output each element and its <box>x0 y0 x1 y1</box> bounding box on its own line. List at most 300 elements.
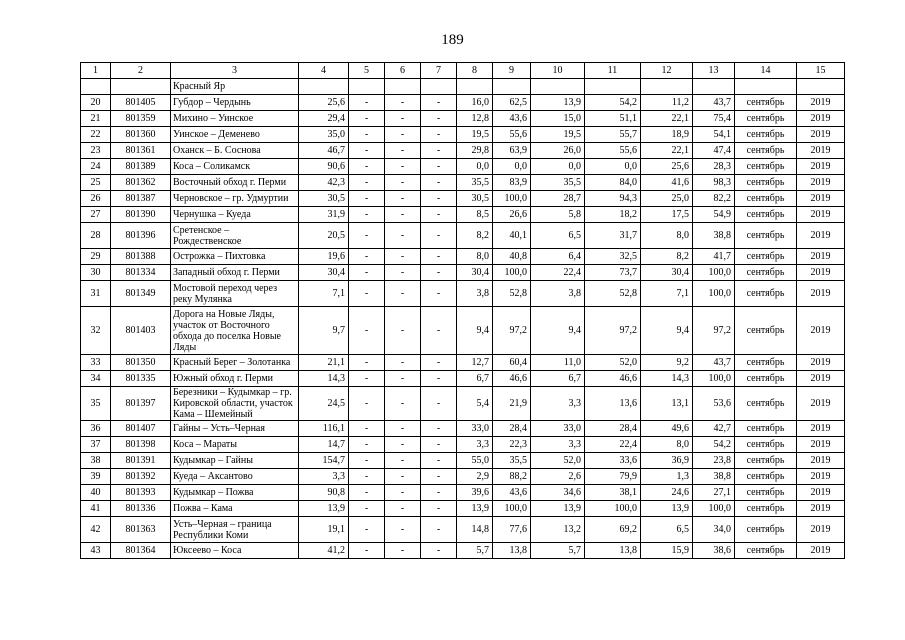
col6-cell: - <box>385 127 421 143</box>
year-cell: 2019 <box>797 485 845 501</box>
month-cell: сентябрь <box>735 517 797 543</box>
col6-cell: - <box>385 265 421 281</box>
year-cell: 2019 <box>797 371 845 387</box>
row-number-cell: 22 <box>81 127 111 143</box>
col13-cell: 54,9 <box>693 207 735 223</box>
col6-cell: - <box>385 469 421 485</box>
road-name-cell: Восточный обход г. Перми <box>171 175 299 191</box>
month-cell: сентябрь <box>735 355 797 371</box>
col9-cell: 52,8 <box>493 281 531 307</box>
col10-cell: 9,4 <box>531 307 585 355</box>
col6-cell: - <box>385 281 421 307</box>
road-name-cell: Усть–Черная – граница Республики Коми <box>171 517 299 543</box>
col8-cell: 35,5 <box>457 175 493 191</box>
col7-cell: - <box>421 223 457 249</box>
col12-cell: 13,1 <box>641 387 693 421</box>
road-code-cell: 801391 <box>111 453 171 469</box>
col11-cell: 55,7 <box>585 127 641 143</box>
col6-cell: - <box>385 517 421 543</box>
road-name-cell: Оханск – Б. Соснова <box>171 143 299 159</box>
col10-cell: 6,7 <box>531 371 585 387</box>
col12-cell: 8,0 <box>641 223 693 249</box>
road-code-cell: 801396 <box>111 223 171 249</box>
col6-cell: - <box>385 191 421 207</box>
month-cell: сентябрь <box>735 249 797 265</box>
month-cell: сентябрь <box>735 453 797 469</box>
length-cell: 29,4 <box>299 111 349 127</box>
header-cell: 14 <box>735 63 797 79</box>
page-number: 189 <box>441 32 464 48</box>
col11-cell: 100,0 <box>585 501 641 517</box>
col5-cell: - <box>349 469 385 485</box>
col6-cell: - <box>385 307 421 355</box>
length-cell: 19,1 <box>299 517 349 543</box>
road-code-cell: 801362 <box>111 175 171 191</box>
header-row <box>81 63 845 79</box>
year-cell: 2019 <box>797 517 845 543</box>
year-cell: 2019 <box>797 111 845 127</box>
col7-cell: - <box>421 517 457 543</box>
length-cell: 20,5 <box>299 223 349 249</box>
col12-cell: 8,0 <box>641 437 693 453</box>
col9-cell: 55,6 <box>493 127 531 143</box>
table-row <box>81 159 845 175</box>
col13-cell: 23,8 <box>693 453 735 469</box>
year-cell: 2019 <box>797 191 845 207</box>
col8-cell: 5,4 <box>457 387 493 421</box>
month-cell: сентябрь <box>735 437 797 453</box>
col5-cell: - <box>349 421 385 437</box>
col7-cell: - <box>421 501 457 517</box>
row-number-cell: 29 <box>81 249 111 265</box>
col6-cell: - <box>385 387 421 421</box>
col7-cell: - <box>421 307 457 355</box>
header-cell: 1 <box>81 63 111 79</box>
col6-cell: - <box>385 207 421 223</box>
col5-cell: - <box>349 387 385 421</box>
month-cell: сентябрь <box>735 95 797 111</box>
col9-cell: 43,6 <box>493 111 531 127</box>
table-row <box>81 143 845 159</box>
empty-cell <box>81 79 111 95</box>
month-cell: сентябрь <box>735 159 797 175</box>
col12-cell: 22,1 <box>641 111 693 127</box>
col11-cell: 52,0 <box>585 355 641 371</box>
col7-cell: - <box>421 437 457 453</box>
section-title: Красный Яр <box>171 79 299 95</box>
table-row <box>81 387 845 421</box>
empty-cell <box>585 79 641 95</box>
empty-cell <box>641 79 693 95</box>
road-name-cell: Юксеево – Коса <box>171 543 299 559</box>
road-name-cell: Дорога на Новые Ляды, участок от Восточного обхода до поселка Новые Ляды <box>171 307 299 355</box>
length-cell: 7,1 <box>299 281 349 307</box>
col6-cell: - <box>385 501 421 517</box>
road-name-cell: Мостовой переход через реку Мулянка <box>171 281 299 307</box>
col11-cell: 73,7 <box>585 265 641 281</box>
row-number-cell: 20 <box>81 95 111 111</box>
month-cell: сентябрь <box>735 281 797 307</box>
month-cell: сентябрь <box>735 485 797 501</box>
road-code-cell: 801403 <box>111 307 171 355</box>
empty-cell <box>493 79 531 95</box>
road-name-cell: Черновское – гр. Удмуртии <box>171 191 299 207</box>
month-cell: сентябрь <box>735 543 797 559</box>
col9-cell: 0,0 <box>493 159 531 175</box>
col7-cell: - <box>421 207 457 223</box>
col5-cell: - <box>349 143 385 159</box>
table-row <box>81 501 845 517</box>
year-cell: 2019 <box>797 249 845 265</box>
col10-cell: 52,0 <box>531 453 585 469</box>
col12-cell: 1,3 <box>641 469 693 485</box>
col13-cell: 38,6 <box>693 543 735 559</box>
col11-cell: 18,2 <box>585 207 641 223</box>
col8-cell: 55,0 <box>457 453 493 469</box>
road-name-cell: Чернушка – Куеда <box>171 207 299 223</box>
col7-cell: - <box>421 355 457 371</box>
col11-cell: 51,1 <box>585 111 641 127</box>
header-cell: 13 <box>693 63 735 79</box>
col7-cell: - <box>421 421 457 437</box>
road-code-cell: 801335 <box>111 371 171 387</box>
col5-cell: - <box>349 281 385 307</box>
month-cell: сентябрь <box>735 265 797 281</box>
col8-cell: 8,5 <box>457 207 493 223</box>
col8-cell: 0,0 <box>457 159 493 175</box>
col5-cell: - <box>349 437 385 453</box>
empty-cell <box>457 79 493 95</box>
col10-cell: 26,0 <box>531 143 585 159</box>
header-cell: 9 <box>493 63 531 79</box>
col8-cell: 8,0 <box>457 249 493 265</box>
col8-cell: 19,5 <box>457 127 493 143</box>
col13-cell: 53,6 <box>693 387 735 421</box>
col10-cell: 35,5 <box>531 175 585 191</box>
col12-cell: 49,6 <box>641 421 693 437</box>
month-cell: сентябрь <box>735 223 797 249</box>
col7-cell: - <box>421 175 457 191</box>
col6-cell: - <box>385 543 421 559</box>
year-cell: 2019 <box>797 355 845 371</box>
table-row <box>81 437 845 453</box>
col13-cell: 54,1 <box>693 127 735 143</box>
col11-cell: 97,2 <box>585 307 641 355</box>
col8-cell: 30,5 <box>457 191 493 207</box>
col5-cell: - <box>349 501 385 517</box>
road-code-cell: 801392 <box>111 469 171 485</box>
col13-cell: 38,8 <box>693 469 735 485</box>
table-row <box>81 175 845 191</box>
empty-cell <box>693 79 735 95</box>
col5-cell: - <box>349 371 385 387</box>
col9-cell: 77,6 <box>493 517 531 543</box>
col12-cell: 15,9 <box>641 543 693 559</box>
col10-cell: 34,6 <box>531 485 585 501</box>
header-cell: 10 <box>531 63 585 79</box>
row-number-cell: 35 <box>81 387 111 421</box>
col13-cell: 98,3 <box>693 175 735 191</box>
col13-cell: 47,4 <box>693 143 735 159</box>
year-cell: 2019 <box>797 95 845 111</box>
col8-cell: 16,0 <box>457 95 493 111</box>
road-data-table <box>80 62 845 559</box>
col13-cell: 75,4 <box>693 111 735 127</box>
col12-cell: 6,5 <box>641 517 693 543</box>
road-name-cell: Куеда – Аксантово <box>171 469 299 485</box>
col11-cell: 46,6 <box>585 371 641 387</box>
empty-cell <box>735 79 797 95</box>
table-row <box>81 249 845 265</box>
month-cell: сентябрь <box>735 143 797 159</box>
col5-cell: - <box>349 95 385 111</box>
col9-cell: 60,4 <box>493 355 531 371</box>
col10-cell: 3,8 <box>531 281 585 307</box>
row-number-cell: 25 <box>81 175 111 191</box>
col9-cell: 83,9 <box>493 175 531 191</box>
table-row <box>81 517 845 543</box>
col7-cell: - <box>421 111 457 127</box>
col7-cell: - <box>421 127 457 143</box>
col11-cell: 84,0 <box>585 175 641 191</box>
road-name-cell: Коса – Мараты <box>171 437 299 453</box>
table-row <box>81 453 845 469</box>
col7-cell: - <box>421 387 457 421</box>
col9-cell: 13,8 <box>493 543 531 559</box>
col7-cell: - <box>421 371 457 387</box>
table-row <box>81 485 845 501</box>
year-cell: 2019 <box>797 543 845 559</box>
col7-cell: - <box>421 265 457 281</box>
col6-cell: - <box>385 453 421 469</box>
month-cell: сентябрь <box>735 371 797 387</box>
row-number-cell: 36 <box>81 421 111 437</box>
road-code-cell: 801397 <box>111 387 171 421</box>
year-cell: 2019 <box>797 307 845 355</box>
col12-cell: 24,6 <box>641 485 693 501</box>
col11-cell: 38,1 <box>585 485 641 501</box>
col10-cell: 11,0 <box>531 355 585 371</box>
table-row <box>81 371 845 387</box>
year-cell: 2019 <box>797 453 845 469</box>
table-row <box>81 111 845 127</box>
col5-cell: - <box>349 191 385 207</box>
col5-cell: - <box>349 207 385 223</box>
col6-cell: - <box>385 175 421 191</box>
col12-cell: 17,5 <box>641 207 693 223</box>
col10-cell: 19,5 <box>531 127 585 143</box>
header-cell: 2 <box>111 63 171 79</box>
col13-cell: 28,3 <box>693 159 735 175</box>
road-name-cell: Острожка – Пихтовка <box>171 249 299 265</box>
year-cell: 2019 <box>797 387 845 421</box>
year-cell: 2019 <box>797 265 845 281</box>
month-cell: сентябрь <box>735 421 797 437</box>
length-cell: 35,0 <box>299 127 349 143</box>
col9-cell: 22,3 <box>493 437 531 453</box>
col6-cell: - <box>385 159 421 175</box>
col13-cell: 100,0 <box>693 265 735 281</box>
col13-cell: 27,1 <box>693 485 735 501</box>
month-cell: сентябрь <box>735 501 797 517</box>
road-code-cell: 801407 <box>111 421 171 437</box>
road-code-cell: 801359 <box>111 111 171 127</box>
col10-cell: 15,0 <box>531 111 585 127</box>
row-number-cell: 28 <box>81 223 111 249</box>
road-name-cell: Гайны – Усть–Черная <box>171 421 299 437</box>
road-code-cell: 801388 <box>111 249 171 265</box>
col7-cell: - <box>421 281 457 307</box>
col11-cell: 13,8 <box>585 543 641 559</box>
col10-cell: 5,7 <box>531 543 585 559</box>
col5-cell: - <box>349 307 385 355</box>
road-code-cell: 801390 <box>111 207 171 223</box>
col11-cell: 52,8 <box>585 281 641 307</box>
table-row <box>81 127 845 143</box>
col13-cell: 82,2 <box>693 191 735 207</box>
col7-cell: - <box>421 543 457 559</box>
col12-cell: 7,1 <box>641 281 693 307</box>
road-name-cell: Сретенское – Рождественское <box>171 223 299 249</box>
month-cell: сентябрь <box>735 469 797 485</box>
year-cell: 2019 <box>797 281 845 307</box>
row-number-cell: 40 <box>81 485 111 501</box>
road-code-cell: 801387 <box>111 191 171 207</box>
table-row <box>81 355 845 371</box>
table-row <box>81 307 845 355</box>
col11-cell: 32,5 <box>585 249 641 265</box>
header-cell: 15 <box>797 63 845 79</box>
col10-cell: 6,5 <box>531 223 585 249</box>
road-code-cell: 801405 <box>111 95 171 111</box>
col8-cell: 29,8 <box>457 143 493 159</box>
row-number-cell: 37 <box>81 437 111 453</box>
col11-cell: 54,2 <box>585 95 641 111</box>
col6-cell: - <box>385 95 421 111</box>
col6-cell: - <box>385 223 421 249</box>
col7-cell: - <box>421 95 457 111</box>
col8-cell: 30,4 <box>457 265 493 281</box>
table-row <box>81 469 845 485</box>
length-cell: 3,3 <box>299 469 349 485</box>
road-name-cell: Красный Берег – Золотанка <box>171 355 299 371</box>
row-number-cell: 24 <box>81 159 111 175</box>
row-number-cell: 38 <box>81 453 111 469</box>
col12-cell: 11,2 <box>641 95 693 111</box>
col5-cell: - <box>349 543 385 559</box>
col6-cell: - <box>385 437 421 453</box>
road-code-cell: 801398 <box>111 437 171 453</box>
length-cell: 41,2 <box>299 543 349 559</box>
col13-cell: 43,7 <box>693 355 735 371</box>
header-cell: 7 <box>421 63 457 79</box>
col7-cell: - <box>421 191 457 207</box>
col9-cell: 62,5 <box>493 95 531 111</box>
year-cell: 2019 <box>797 421 845 437</box>
road-code-cell: 801364 <box>111 543 171 559</box>
length-cell: 90,6 <box>299 159 349 175</box>
year-cell: 2019 <box>797 469 845 485</box>
col6-cell: - <box>385 143 421 159</box>
col7-cell: - <box>421 143 457 159</box>
month-cell: сентябрь <box>735 387 797 421</box>
header-cell: 11 <box>585 63 641 79</box>
row-number-cell: 26 <box>81 191 111 207</box>
col11-cell: 13,6 <box>585 387 641 421</box>
col12-cell: 36,9 <box>641 453 693 469</box>
col10-cell: 6,4 <box>531 249 585 265</box>
table-row <box>81 95 845 111</box>
col13-cell: 54,2 <box>693 437 735 453</box>
length-cell: 24,5 <box>299 387 349 421</box>
col7-cell: - <box>421 249 457 265</box>
header-cell: 4 <box>299 63 349 79</box>
col8-cell: 3,3 <box>457 437 493 453</box>
year-cell: 2019 <box>797 207 845 223</box>
row-number-cell: 34 <box>81 371 111 387</box>
col5-cell: - <box>349 223 385 249</box>
col13-cell: 38,8 <box>693 223 735 249</box>
col9-cell: 100,0 <box>493 191 531 207</box>
col6-cell: - <box>385 421 421 437</box>
col9-cell: 35,5 <box>493 453 531 469</box>
header-cell: 3 <box>171 63 299 79</box>
empty-cell <box>421 79 457 95</box>
header-cell: 8 <box>457 63 493 79</box>
col8-cell: 5,7 <box>457 543 493 559</box>
col9-cell: 63,9 <box>493 143 531 159</box>
col6-cell: - <box>385 111 421 127</box>
empty-cell <box>385 79 421 95</box>
road-code-cell: 801361 <box>111 143 171 159</box>
section-row <box>81 79 845 95</box>
length-cell: 90,8 <box>299 485 349 501</box>
length-cell: 116,1 <box>299 421 349 437</box>
col9-cell: 40,1 <box>493 223 531 249</box>
col8-cell: 12,8 <box>457 111 493 127</box>
col6-cell: - <box>385 249 421 265</box>
length-cell: 46,7 <box>299 143 349 159</box>
col9-cell: 88,2 <box>493 469 531 485</box>
col9-cell: 100,0 <box>493 265 531 281</box>
col9-cell: 21,9 <box>493 387 531 421</box>
col10-cell: 33,0 <box>531 421 585 437</box>
col9-cell: 40,8 <box>493 249 531 265</box>
col12-cell: 25,0 <box>641 191 693 207</box>
empty-cell <box>349 79 385 95</box>
col13-cell: 100,0 <box>693 371 735 387</box>
row-number-cell: 33 <box>81 355 111 371</box>
col12-cell: 8,2 <box>641 249 693 265</box>
col12-cell: 22,1 <box>641 143 693 159</box>
col13-cell: 100,0 <box>693 501 735 517</box>
row-number-cell: 41 <box>81 501 111 517</box>
col11-cell: 33,6 <box>585 453 641 469</box>
length-cell: 21,1 <box>299 355 349 371</box>
col9-cell: 97,2 <box>493 307 531 355</box>
row-number-cell: 31 <box>81 281 111 307</box>
col12-cell: 18,9 <box>641 127 693 143</box>
length-cell: 25,6 <box>299 95 349 111</box>
col11-cell: 28,4 <box>585 421 641 437</box>
col5-cell: - <box>349 485 385 501</box>
month-cell: сентябрь <box>735 207 797 223</box>
road-name-cell: Западный обход г. Перми <box>171 265 299 281</box>
col6-cell: - <box>385 485 421 501</box>
road-name-cell: Михино – Уинское <box>171 111 299 127</box>
road-code-cell: 801363 <box>111 517 171 543</box>
road-code-cell: 801389 <box>111 159 171 175</box>
